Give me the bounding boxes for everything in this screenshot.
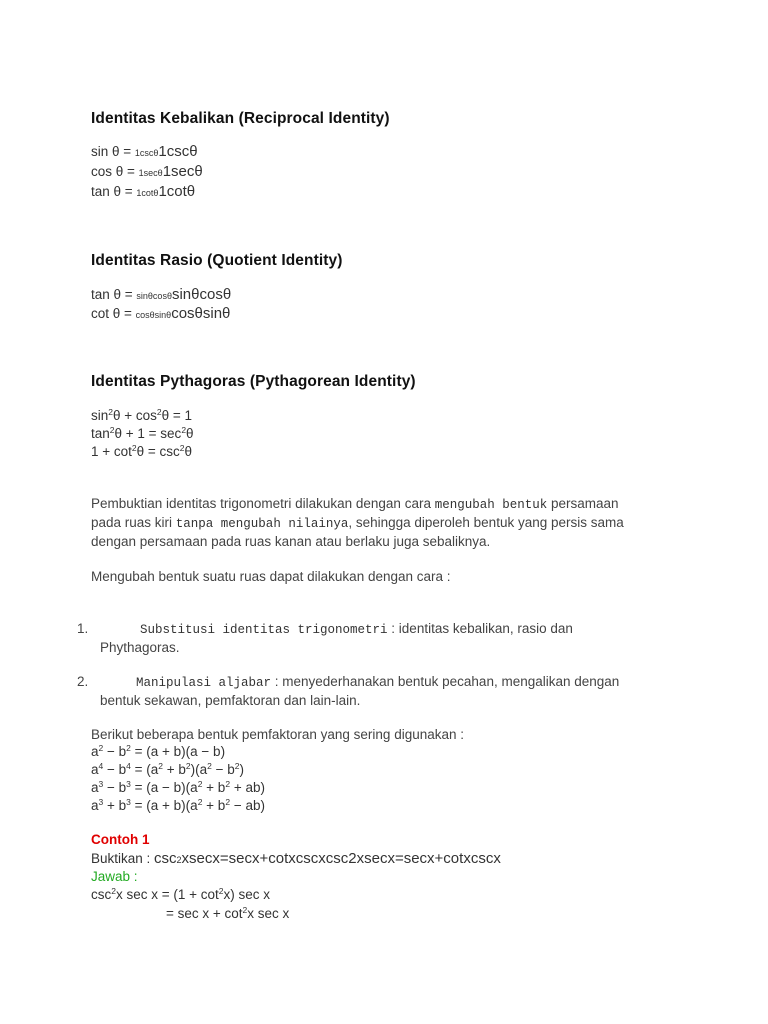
formula-pythagorean-2: $\tan^2\theta + 1 = \sec^2\theta$ <box>91 425 194 441</box>
paragraph-proof-line-3: dengan persamaan pada ruas kanan atau berlaku juga sebaliknya. <box>91 534 491 549</box>
example-title: Contoh 1 <box>91 832 150 847</box>
heading-pythagorean-identity: Identitas Pythagoras (Pythagorean Identity) <box>91 373 416 390</box>
heading-quotient-identity: Identitas Rasio (Quotient Identity) <box>91 252 343 269</box>
formula-sin-reciprocal: sin θ = 1cscθ1cscθ <box>91 143 198 160</box>
list-number-2: 2. <box>77 674 89 689</box>
example-answer-label: Jawab : <box>91 869 138 884</box>
paragraph-proof-line-2: pada ruas kiri tanpa mengubah nilainya, sehingga diperoleh bentuk yang persis sama <box>91 515 624 531</box>
formula-cot-quotient: cot θ = cosθsinθcosθsinθ <box>91 305 231 322</box>
formula-tan-quotient: tan θ = sinθcosθsinθcosθ <box>91 286 232 303</box>
list-item-1-continued: Phythagoras. <box>100 640 180 655</box>
example-statement: Buktikan : csc2xsecx=secx+cotxcscxcsc2xsecx=secx+cotxcscx <box>91 850 501 867</box>
factoring-formula-1: $a^2 - b^2 = (a + b)(a - b)$ <box>91 743 226 759</box>
factoring-formula-2: $a^4 - b^4 = (a^2 + b^2)(a^2 - b^2)$ <box>91 761 245 777</box>
formula-tan-reciprocal: tan θ = 1cotθ1cotθ <box>91 183 196 200</box>
heading-reciprocal-identity: Identitas Kebalikan (Reciprocal Identity) <box>91 110 390 127</box>
list-number-1: 1. <box>77 621 89 636</box>
paragraph-method-intro: Mengubah bentuk suatu ruas dapat dilakukan dengan cara : <box>91 569 451 584</box>
formula-cos-reciprocal: cos θ = 1secθ1secθ <box>91 163 203 180</box>
list-item-2-continued: bentuk sekawan, pemfaktoran dan lain-lain. <box>100 693 361 708</box>
formula-pythagorean-3: $1 + \cot^2\theta = \csc^2\theta$ <box>91 443 193 459</box>
example-step-2: = $\sec x + \cot^2x$ sec x <box>166 905 290 921</box>
paragraph-proof-line-1: Pembuktian identitas trigonometri dilakukan dengan cara mengubah bentuk persamaan <box>91 496 619 512</box>
list-item-2: Manipulasi aljabar : menyederhanakan bentuk pecahan, mengalikan dengan <box>136 674 620 690</box>
factoring-formula-3: $a^3 - b^3 = (a - b)(a^2 + b^2 + ab)$ <box>91 779 265 795</box>
example-step-1: $\csc^2x$ $\sec x = (1 + \cot^2x)$ sec x <box>91 886 271 902</box>
factoring-intro: Berikut beberapa bentuk pemfaktoran yang sering digunakan : <box>91 727 464 742</box>
list-item-1: Substitusi identitas trigonometri : identitas kebalikan, rasio dan <box>140 621 573 637</box>
formula-pythagorean-1: $\sin^2\theta + \cos^2\theta = 1$ <box>91 407 193 423</box>
factoring-formula-4: $a^3 + b^3 = (a + b)(a^2 + b^2 - ab)$ <box>91 797 265 813</box>
